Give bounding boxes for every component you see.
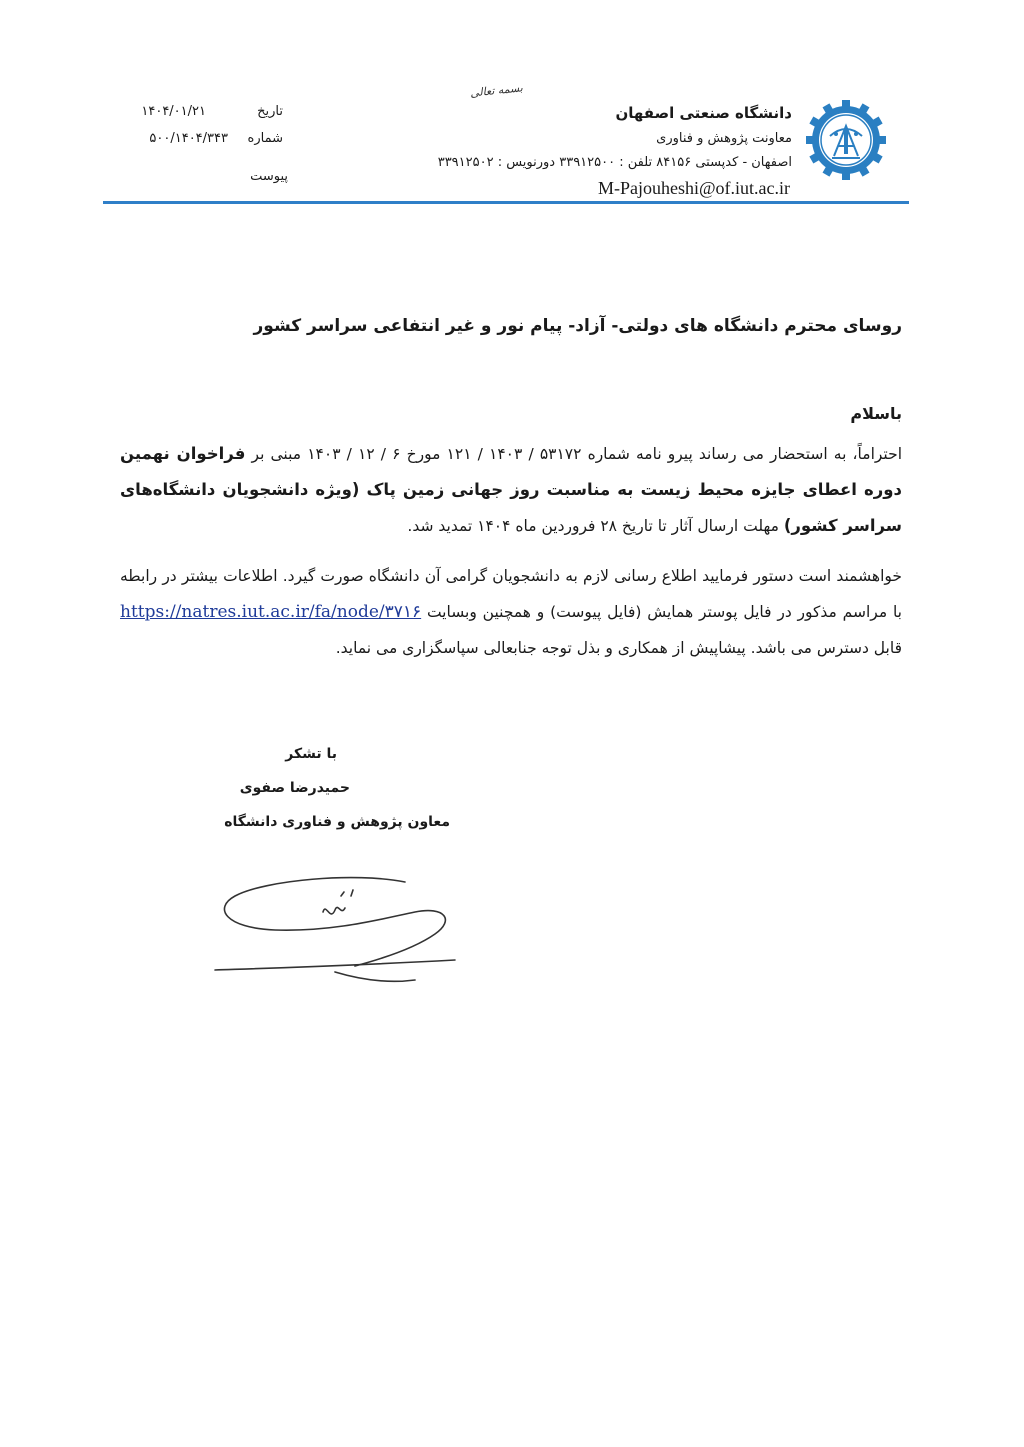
date-label: تاریخ (257, 104, 283, 119)
call-title: فراخوان نهمین دوره اعطای جایزه محیط زیست به مناسبت روز جهانی زمین پاک (ویژه دانشجویان دانشگاه‌های سراسر کشور) (120, 444, 902, 535)
department-name: معاونت پژوهش و فناوری (656, 131, 792, 146)
paragraph-2-text: خواهشمند است دستور فرمایید اطلاع رسانی لازم به دانشجویان گرامی آن دانشگاه صورت گیرد. اطلاعات بیشتر در رابطه با مراسم مذکور در فایل پوستر همایش (فایل پیوست) و همچنین وبسایت (120, 567, 902, 621)
signer-name: حمیدرضا صفوی (239, 780, 350, 796)
handwritten-signature (205, 872, 465, 1000)
bismillah-text: بسمه تعالی (469, 81, 524, 100)
number-value: ۵۰۰/۱۴۰۴/۳۴۳ (149, 131, 228, 146)
salutation: باسلام (850, 404, 902, 423)
header-divider (103, 201, 909, 204)
paragraph-extension-notice (120, 436, 902, 544)
recipient-line: روسای محترم دانشگاه های دولتی- آزاد- پیام نور و غیر انتفاعی سراسر کشور (253, 316, 902, 336)
date-value: ۱۴۰۴/۰۱/۲۱ (141, 104, 206, 119)
website-link[interactable]: https://natres.iut.ac.ir/fa/node/۳۷۱۶ (120, 602, 422, 622)
paragraph-2-text-end: قابل دسترس می باشد. پیشاپیش از همکاری و بذل توجه جنابعالی سپاسگزاری می نماید. (335, 639, 902, 657)
address-line: اصفهان - کدپستی ۸۴۱۵۶ تلفن : ۳۳۹۱۲۵۰۰ دورنویس : ۳۳۹۱۲۵۰۲ (437, 155, 792, 170)
university-name: دانشگاه صنعتی اصفهان (615, 104, 792, 122)
number-label: شماره (247, 131, 283, 146)
attachment-label: پیوست (250, 169, 288, 184)
paragraph-request (120, 558, 902, 666)
email-address[interactable]: M-Pajouheshi@of.iut.ac.ir (597, 178, 790, 198)
signer-title: معاون پژوهش و فناوری دانشگاه (224, 814, 450, 830)
closing-phrase: با تشکر (285, 746, 337, 762)
university-logo (806, 100, 886, 180)
paragraph-1-text-end: مهلت ارسال آثار تا تاریخ ۲۸ فروردین ماه ۱۴۰۴ تمدید شد. (407, 517, 784, 535)
paragraph-1-text: احتراماً، به استحضار می رساند پیرو نامه شماره ۵۳۱۷۲ / ۱۴۰۳ / ۱۲۱ مورخ ۶ / ۱۲ / ۱۴۰۳ مبنی بر (245, 445, 902, 463)
